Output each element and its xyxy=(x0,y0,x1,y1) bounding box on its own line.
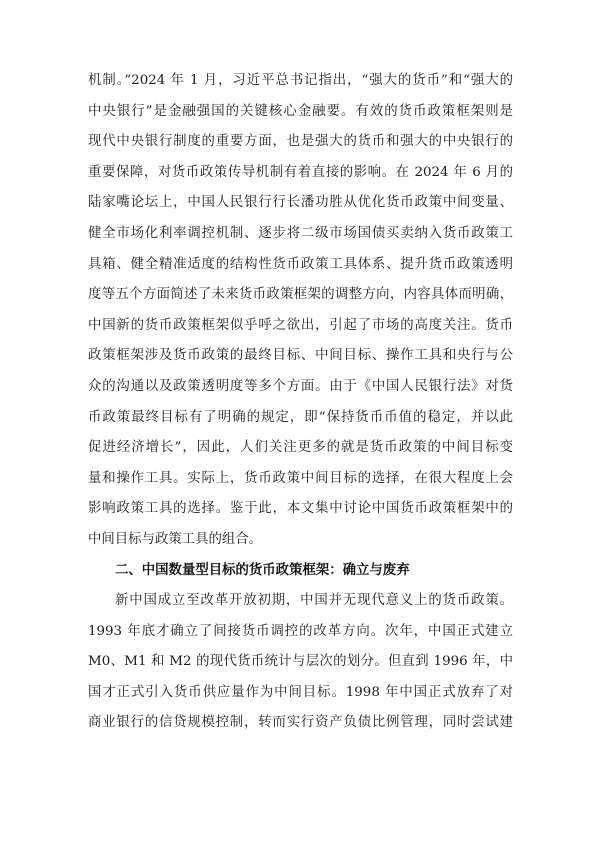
text-line: 中国新的货币政策框架似乎呼之欲出，引起了市场的高度关注。货币 xyxy=(88,317,513,333)
text-line: 1993 年底才确立了间接货币调控的改革方向。次年，中国正式建立 xyxy=(88,623,513,639)
text-line: 众的沟通以及政策透明度等多个方面。由于《中国人民银行法》对货 xyxy=(88,378,513,394)
text-line: 陆家嘴论坛上，中国人民银行行长潘功胜从优化货币政策中间变量、 xyxy=(88,195,513,211)
text-line: 中央银行”是金融强国的关键核心金融要。有效的货币政策框架则是 xyxy=(88,103,513,119)
text-line: 现代中央银行制度的重要方面，也是强大的货币和强大的中央银行的 xyxy=(88,134,513,150)
paragraph-1 xyxy=(88,66,513,556)
text-line: 币政策最终目标有了明确的规定，即“保持货币币值的稳定，并以此 xyxy=(88,409,513,425)
text-line: 度等五个方面简述了未来货币政策框架的调整方向，内容具体而明确， xyxy=(88,287,513,303)
text-line: 国才正式引入货币供应量作为中间目标。1998 年中国正式放弃了对 xyxy=(88,684,513,700)
text-line: 机制。”2024 年 1 月，习近平总书记指出，“强大的货币”和“强大的 xyxy=(88,73,513,88)
text-line: 重要保障，对货币政策传导机制有着直接的影响。在 2024 年 6 月的 xyxy=(88,164,513,180)
text-line: 具箱、健全精准适度的结构性货币政策工具体系、提升货币政策透明 xyxy=(88,256,513,272)
text-line: 商业银行的信贷规模控制，转而实行资产负债比例管理，同时尝试建 xyxy=(88,715,513,731)
text-line: M0、M1 和 M2 的现代货币统计与层次的划分。但直到 1996 年，中 xyxy=(88,654,513,670)
text-line: 影响政策工具的选择。鉴于此，本文集中讨论中国货币政策框架中的 xyxy=(88,501,513,517)
text-line: 促进经济增长”，因此，人们关注更多的就是货币政策的中间目标变 xyxy=(88,440,513,456)
text-line: 健全市场化利率调控机制、逐步将二级市场国债买卖纳入货币政策工 xyxy=(88,225,513,241)
body-text xyxy=(88,66,513,739)
text-line: 量和操作工具。实际上，货币政策中间目标的选择，在很大程度上会 xyxy=(88,470,513,486)
paragraph-2 xyxy=(88,586,513,739)
text-line: 政策框架涉及货币政策的最终目标、中间目标、操作工具和央行与公 xyxy=(88,348,513,364)
text-line: 中间目标与政策工具的组合。 xyxy=(88,531,263,547)
section-heading: 二、中国数量型目标的货币政策框架：确立与废弃 xyxy=(115,562,410,578)
text-line: 新中国成立至改革开放初期，中国并无现代意义上的货币政策。 xyxy=(115,593,513,609)
